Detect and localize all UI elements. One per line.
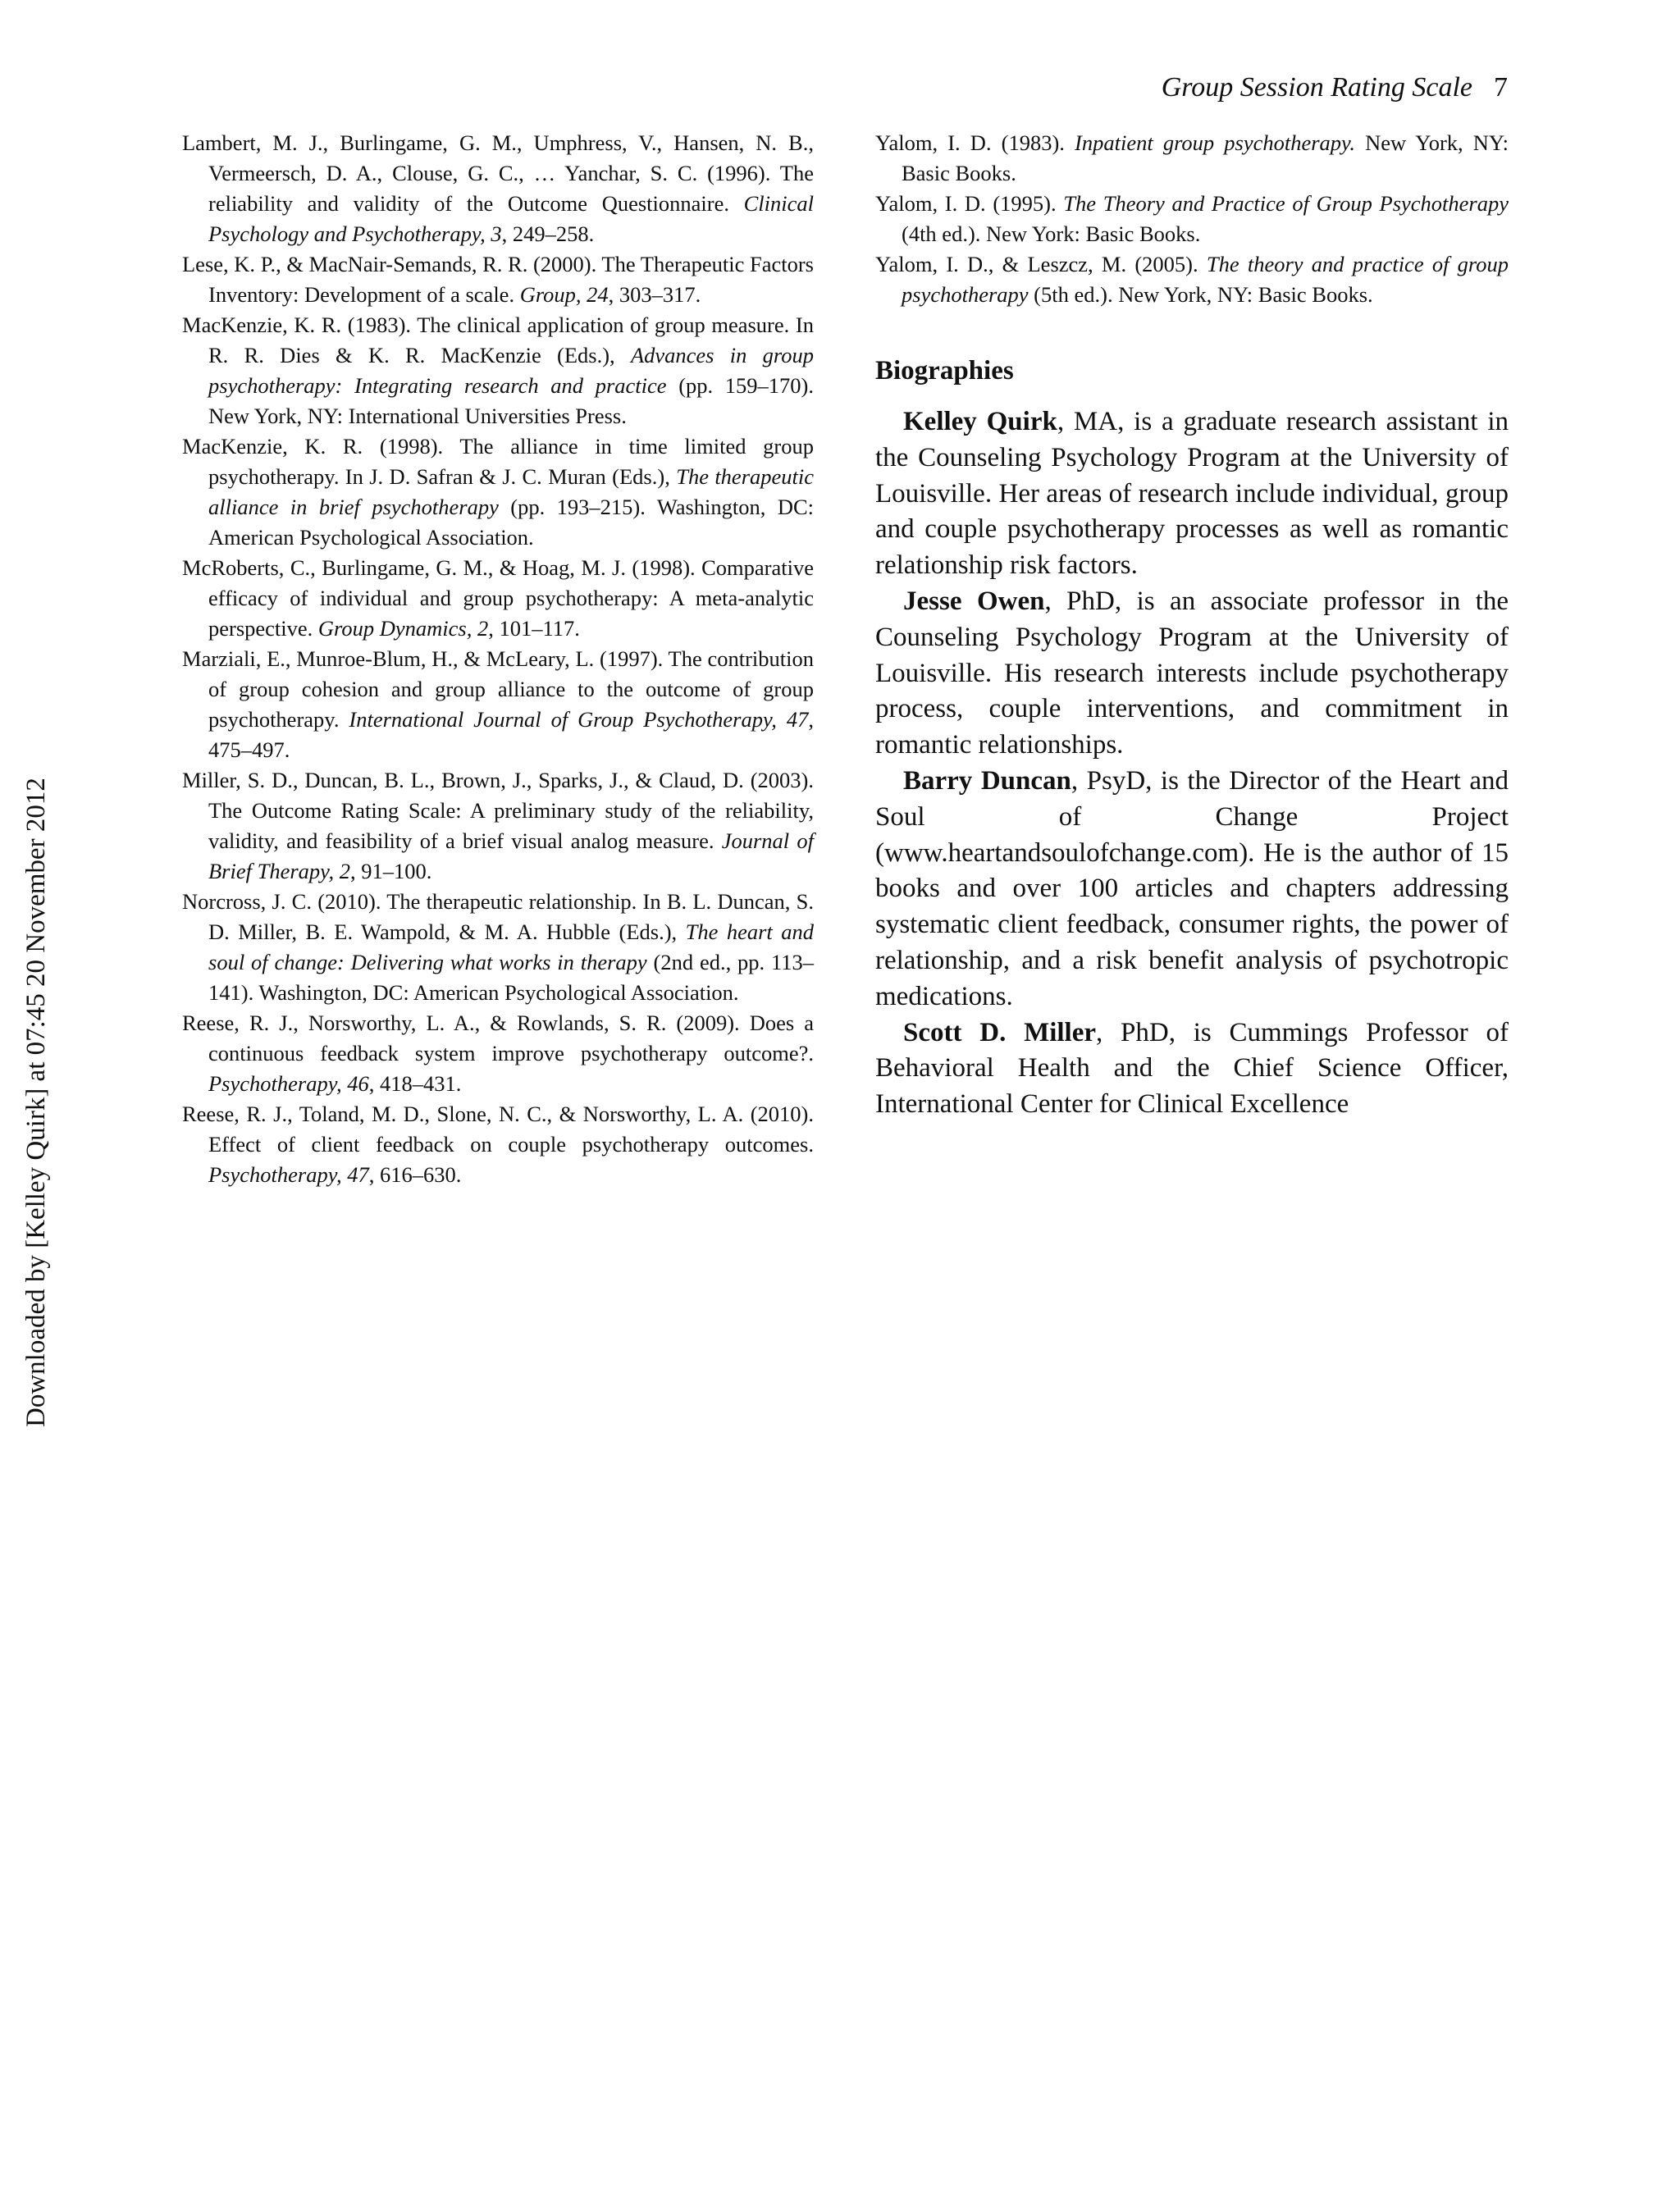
reference-item: McRoberts, C., Burlingame, G. M., & Hoag, M. J. (1998). Comparative efficacy of individual and group psychotherapy: A meta-analytic perspective. Group Dynamics, 2, 101–117. <box>182 555 814 641</box>
biographies-heading: Biographies <box>875 356 1014 386</box>
biography-paragraph: Barry Duncan, PsyD, is the Director of the Heart and Soul of Change Project (www.heartandsoulofchange.com). He is the author of 15 books and over 100 articles and chapters addressing systematic client feedback, consumer rights, the power of relationship, and a risk benefit analysis of psychotropic medications. <box>875 765 1509 1011</box>
biography-paragraph: Scott D. Miller, PhD, is Cummings Professor of Behavioral Health and the Chief Science Officer, International Center for Clinical Excellence <box>875 1017 1509 1120</box>
bio-name: Kelley Quirk <box>903 407 1057 436</box>
reference-item: MacKenzie, K. R. (1983). The clinical application of group measure. In R. R. Dies & K. R. MacKenzie (Eds.), Advances in group psychotherapy: Integrating research and practice (pp. 159–170). New York, NY: International Universities Press. <box>182 313 814 428</box>
running-title: Group Session Rating Scale <box>1161 72 1472 103</box>
reference-item: Lese, K. P., & MacNair-Semands, R. R. (2000). The Therapeutic Factors Inventory: Development of a scale. Group, 24, 303–317. <box>182 252 814 307</box>
references-right <box>875 128 1509 310</box>
running-head <box>1162 72 1508 103</box>
reference-item: Yalom, I. D. (1995). The Theory and Practice of Group Psychotherapy (4th ed.). New York: Basic Books. <box>875 191 1509 246</box>
reference-item: MacKenzie, K. R. (1998). The alliance in time limited group psychotherapy. In J. D. Safran & J. C. Muran (Eds.), The therapeutic alliance in brief psychotherapy (pp. 193–215). Washington, DC: American Psychological Association. <box>182 434 815 550</box>
bio-name: Barry Duncan <box>903 765 1071 796</box>
download-note: Downloaded by [Kelley Quirk] at 07:45 20 November 2012 <box>21 778 51 1427</box>
reference-item: Miller, S. D., Duncan, B. L., Brown, J., Sparks, J., & Claud, D. (2003). The Outcome Rating Scale: A preliminary study of the reliability, validity, and feasibility of a brief visual analog measure. Journal of Brief Therapy, 2, 91–100. <box>182 768 814 883</box>
bio-name: Jesse Owen <box>903 586 1045 616</box>
bio-name: Scott D. Miller <box>903 1017 1097 1047</box>
biography-paragraph: Kelley Quirk, MA, is a graduate research assistant in the Counseling Psychology Program at the University of Louisville. Her areas of research include individual, group and couple psychotherapy processes as well as romantic relationship risk factors. <box>875 407 1509 581</box>
biography-paragraph: Jesse Owen, PhD, is an associate professor in the Counseling Psychology Program at the University of Louisville. His research interests include psychotherapy process, couple interventions, and commitment in romantic relationships. <box>875 586 1509 760</box>
reference-item: Marziali, E., Munroe-Blum, H., & McLeary, L. (1997). The contribution of group cohesion and group alliance to the outcome of group psychotherapy. International Journal of Group Psychotherapy, 47, 475–497. <box>182 646 814 762</box>
reference-item: Yalom, I. D., & Leszcz, M. (2005). The theory and practice of group psychotherapy (5th ed.). New York, NY: Basic Books. <box>875 252 1509 307</box>
reference-item: Reese, R. J., Norsworthy, L. A., & Rowlands, S. R. (2009). Does a continuous feedback system improve psychotherapy outcome?. Psychotherapy, 46, 418–431. <box>182 1011 814 1096</box>
download-sidebar <box>0 0 51 1444</box>
reference-item: Norcross, J. C. (2010). The therapeutic relationship. In B. L. Duncan, S. D. Miller, B. E. Wampold, & M. A. Hubble (Eds.), The heart and soul of change: Delivering what works in therapy (2nd ed., pp. 113–141). Washington, DC: American Psychological Association. <box>182 889 815 1005</box>
references-left-column <box>182 128 814 1190</box>
reference-item: Reese, R. J., Toland, M. D., Slone, N. C., & Norsworthy, L. A. (2010). Effect of client feedback on couple psychotherapy outcomes. Psychotherapy, 47, 616–630. <box>182 1102 814 1187</box>
page-number: 7 <box>1494 72 1508 103</box>
reference-item: Yalom, I. D. (1983). Inpatient group psychotherapy. New York, NY: Basic Books. <box>875 130 1509 185</box>
right-column <box>875 128 1509 1123</box>
reference-item: Lambert, M. J., Burlingame, G. M., Umphress, V., Hansen, N. B., Vermeersch, D. A., Clouse, G. C., … Yanchar, S. C. (1996). The reliability and validity of the Outcome Questionnaire. Clinical Psychology and Psychotherapy, 3, 249–258. <box>182 130 814 246</box>
